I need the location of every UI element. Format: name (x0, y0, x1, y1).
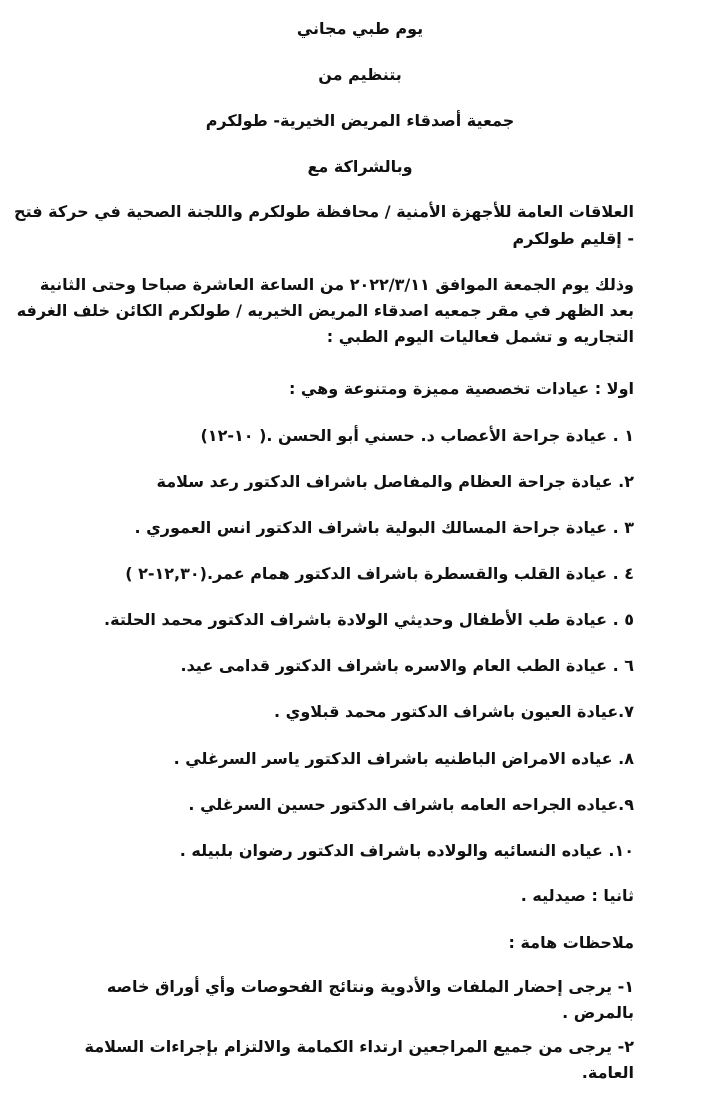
clinic-item: ٥ . عيادة طب الأطفال وحديثي الولادة باشراف الدكتور محمد الحلتة. (104, 610, 634, 629)
organizer-name: جمعية أصدقاء المريض الخيرية- طولكرم (205, 111, 515, 130)
clinic-item: ٨. عياده الامراض الباطنيه باشراف الدكتور ياسر السرغلي . (173, 749, 634, 768)
clinic-item: ٢. عيادة جراحة العظام والمفاصل باشراف الدكتور رعد سلامة (156, 472, 634, 491)
partners-line-1: العلاقات العامة للأجهزة الأمنية / محافظة طولكرم واللجنة الصحية في حركة فتح (14, 202, 634, 221)
clinic-item: ١٠. عياده النسائيه والولاده باشراف الدكتور رضوان بلبيله . (179, 841, 634, 860)
clinic-item: ٦ . عيادة الطب العام والاسره باشراف الدكتور قدامى عيد. (180, 656, 634, 675)
note-1-line-1: ١- يرجى إحضار الملفات والأدوية ونتائج الفحوصات وأي أوراق خاصه (106, 977, 634, 996)
clinic-item: ٧.عيادة العيون باشراف الدكتور محمد قبلاوي . (274, 702, 634, 721)
intro-line-2: بعد الظهر في مقر جمعيه اصدقاء المريض الخيريه / طولكرم الكائن خلف الغرفه (16, 301, 634, 320)
organized-by-label: بتنظيم من (318, 65, 402, 84)
clinic-item: ١ . عيادة جراحة الأعصاب د. حسني أبو الحسن .( ١٠-١٢) (200, 426, 634, 445)
clinics-heading: اولا : عيادات تخصصية مميزة ومتنوعة وهي : (288, 379, 634, 398)
note-2-line-1: ٢- يرجى من جميع المراجعين ارتداء الكمامة والالتزام بإجراءات السلامة (84, 1037, 634, 1056)
intro-line-1: وذلك يوم الجمعة الموافق ٢٠٢٢/٣/١١ من الساعة العاشرة صباحا وحتى الثانية (39, 275, 634, 294)
document-title: يوم طبي مجاني (296, 19, 424, 38)
pharmacy-item: ثانيا : صيدليه . (520, 886, 634, 905)
clinic-item: ٣ . عيادة جراحة المسالك البولية باشراف الدكتور انس العموري . (134, 518, 634, 537)
notes-heading: ملاحظات هامة : (508, 933, 634, 952)
intro-line-3: التجاريه و تشمل فعاليات اليوم الطبي : (326, 327, 634, 346)
note-2-line-2: العامة. (581, 1063, 634, 1082)
partnership-label: وبالشراكة مع (307, 157, 413, 176)
clinic-item: ٤ . عيادة القلب والقسطرة باشراف الدكتور همام عمر.(١٢,٣٠-٢ ) (125, 564, 634, 583)
clinic-item: ٩.عياده الجراحه العامه باشراف الدكتور حسين السرغلي . (188, 795, 634, 814)
note-1-line-2: بالمرض . (562, 1003, 634, 1022)
partners-line-2: - إقليم طولكرم (512, 229, 634, 248)
